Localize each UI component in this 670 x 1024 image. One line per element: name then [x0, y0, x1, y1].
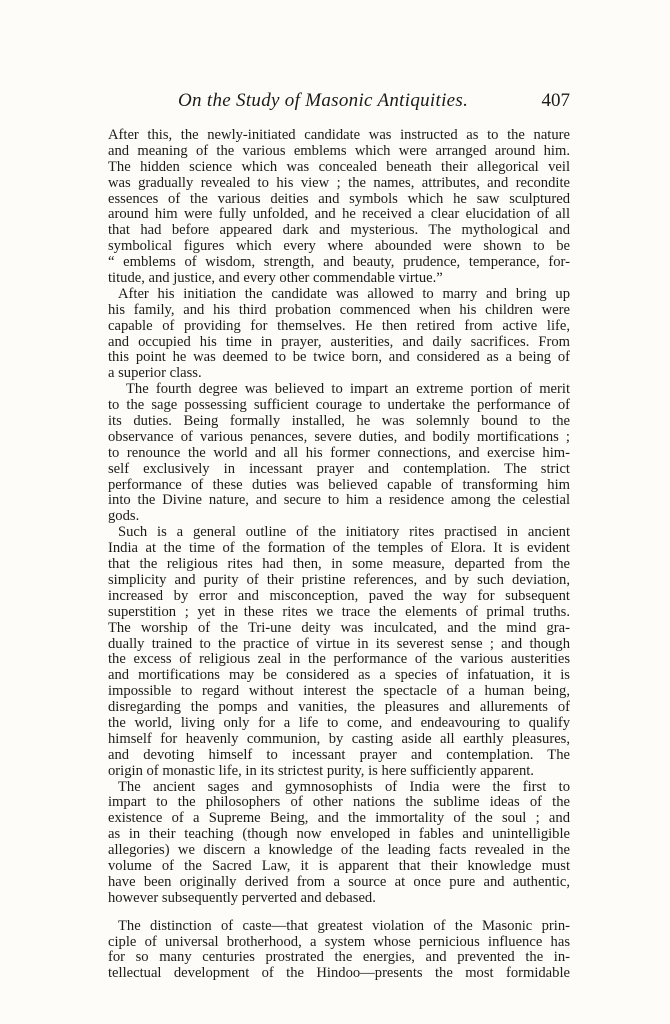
text-line: to the sage possessing sufficient courage to undertake the performance of [108, 398, 570, 414]
text-line: symbolical figures which every where abounded were shown to be [108, 239, 570, 255]
text-line: a superior class. [108, 366, 202, 382]
body-text [108, 128, 570, 982]
text-line: increased by error and misconception, paved the way for subsequent [108, 588, 570, 604]
text-line: dually trained to the practice of virtue in its severest sense ; and though [108, 636, 570, 652]
text-line: that had before appeared dark and mysterious. The mythological and [108, 223, 570, 239]
text-line: capable of providing for themselves. He then retired from active life, [108, 318, 570, 334]
text-line: have been originally derived from a source at once pure and authentic, [108, 874, 570, 890]
text-line: the world, living only for a life to come, and endeavouring to qualify [108, 715, 570, 731]
text-line: however subsequently perverted and debased. [108, 890, 376, 906]
text-line: into the Divine nature, and secure to him a residence among the celestial [108, 493, 570, 509]
text-line: volume of the Sacred Law, it is apparent that their knowledge must [108, 858, 570, 874]
text-line: self exclusively in incessant prayer and contemplation. The strict [108, 461, 570, 477]
text-line: impossible to regard without interest the spectacle of a human being, [108, 684, 570, 700]
text-line: as in their teaching (though now enveloped in fables and unintelligible [108, 827, 570, 843]
text-line: origin of monastic life, in its strictest purity, is here sufficiently apparent. [108, 763, 534, 779]
text-line: After this, the newly-initiated candidate was instructed as to the nature [108, 128, 570, 143]
text-line: was gradually revealed to his view ; the names, attributes, and recondite [108, 175, 570, 191]
text-line: The hidden science which was concealed beneath their allegorical veil [108, 159, 570, 175]
text-line: performance of these duties was believed capable of transforming him [108, 477, 570, 493]
text-line: and occupied his time in prayer, austerities, and daily sacrifices. From [108, 334, 570, 350]
text-line: his family, and his third probation commenced when his children were [108, 302, 570, 318]
text-line: After his initiation the candidate was allowed to marry and bring up [118, 286, 570, 302]
text-line: titude, and justice, and every other commendable virtue.” [108, 271, 443, 287]
text-line: around him were fully unfolded, and he received a clear elucidation of all [108, 207, 570, 223]
text-line: simplicity and purity of their pristine references, and by such deviation, [108, 572, 570, 588]
paragraph-gap [108, 907, 570, 919]
text-line: and mortifications may be considered as a species of infatuation, it is [108, 668, 570, 684]
text-line: observance of various penances, severe duties, and bodily mortifications ; [108, 429, 570, 445]
text-line: India at the time of the formation of the temples of Elora. It is evident [108, 541, 570, 557]
text-line: Such is a general outline of the initiatory rites practised in ancient [118, 525, 570, 541]
text-line: ciple of universal brotherhood, a system whose pernicious influence has [108, 934, 570, 950]
text-line: its duties. Being formally installed, he was solemnly bound to the [108, 414, 570, 430]
page-number: 407 [541, 90, 570, 111]
text-line: gods. [108, 509, 140, 525]
text-line: The fourth degree was believed to impart an extreme portion of merit [126, 382, 570, 398]
text-line: The worship of the Tri-une deity was inculcated, and the mind gra- [108, 620, 570, 636]
text-line: essences of the various deities and symbols which he saw sculptured [108, 191, 570, 207]
text-line: The distinction of caste—that greatest violation of the Masonic prin- [118, 918, 570, 934]
page-header [108, 90, 570, 114]
text-line: to renounce the world and all his former connections, and exercise him- [108, 445, 570, 461]
text-line: the excess of religious zeal in the performance of the various austerities [108, 652, 570, 668]
text-line: The ancient sages and gymnosophists of India were the first to [118, 779, 570, 795]
text-line: tellectual development of the Hindoo—presents the most formidable [108, 966, 570, 982]
running-title: On the Study of Masonic Antiquities. [178, 90, 469, 111]
text-line: that the religious rites had then, in some measure, departed from the [108, 557, 570, 573]
text-line: himself for heavenly communion, by casting aside all earthly pleasures, [108, 731, 570, 747]
text-line: impart to the philosophers of other nations the sublime ideas of the [108, 795, 570, 811]
text-line: this point he was deemed to be twice born, and considered as a being of [108, 350, 570, 366]
text-line: for so many centuries prostrated the energies, and prevented the in- [108, 950, 570, 966]
text-line: allegories) we discern a knowledge of the leading facts revealed in the [108, 843, 570, 859]
text-line: and devoting himself to incessant prayer and contemplation. The [108, 747, 570, 763]
text-line: existence of a Supreme Being, and the immortality of the soul ; and [108, 811, 570, 827]
text-line: “ emblems of wisdom, strength, and beauty, prudence, temperance, for- [108, 255, 570, 271]
text-line: and meaning of the various emblems which were arranged around him. [108, 143, 570, 159]
text-line: disregarding the pomps and vanities, the pleasures and allurements of [108, 700, 570, 716]
text-line: superstition ; yet in these rites we trace the elements of primal truths. [108, 604, 570, 620]
